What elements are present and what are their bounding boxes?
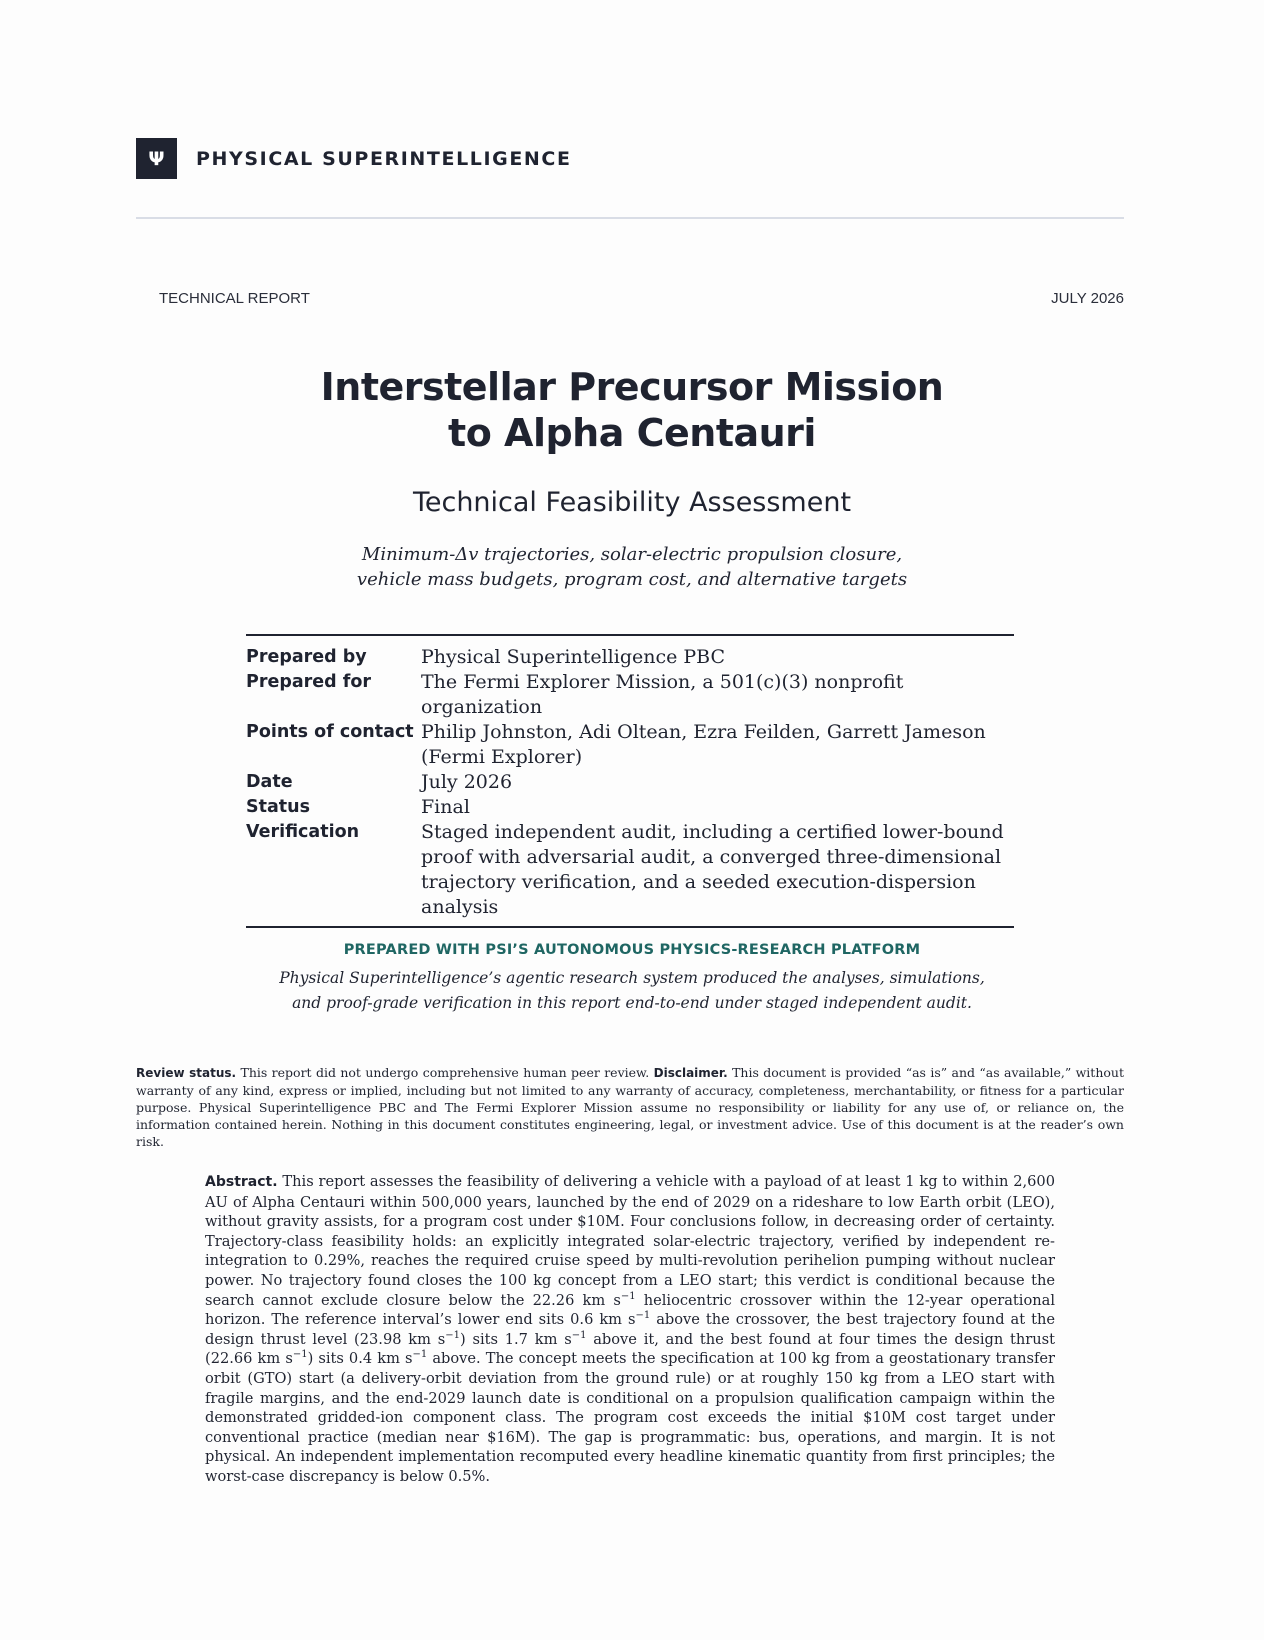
info-key: Prepared for [246, 672, 372, 692]
brand-header [136, 138, 572, 179]
info-key: Date [246, 772, 293, 792]
abstract-text-2: heliocentric crossover within the 12-year operational horizon. The reference interval’s lower end sits 0.6 km s [205, 1291, 1056, 1329]
info-row-verification [246, 820, 1014, 920]
disclaimer-label: Disclaimer. [653, 1066, 728, 1080]
abstract-label: Abstract. [205, 1174, 278, 1190]
title-line-2: to Alpha Centauri [448, 411, 816, 455]
abstract-text-6: ) sits 0.4 km s [307, 1350, 413, 1368]
platform-line-1: Physical Superintelligence’s agentic research system produced the analyses, simulations, [279, 969, 985, 987]
header-divider [136, 217, 1124, 219]
info-value: The Fermi Explorer Mission, a 501(c)(3) nonprofit organization [421, 671, 904, 718]
page-subtitle: Technical Feasibility Assessment [412, 487, 852, 518]
info-value: Staged independent audit, including a certified lower-bound proof with adversarial audit, a converged three-dimensional trajectory verification, and a seeded execution-dispersion analysis [421, 821, 1004, 918]
unit-exponent: −1 [571, 1329, 587, 1341]
abstract-text-4: ) sits 1.7 km s [460, 1330, 572, 1348]
report-date-label: JULY 2026 [1051, 290, 1124, 307]
psi-logo-icon: Ψ [136, 138, 177, 179]
info-row-date [246, 770, 1014, 795]
tagline-line-2: vehicle mass budgets, program cost, and alternative targets [356, 569, 908, 590]
tagline-line-1: Minimum-Δv trajectories, solar-electric propulsion closure, [361, 544, 903, 565]
platform-line-2: and proof-grade verification in this report end-to-end under staged independent audit. [292, 994, 972, 1012]
info-value: Final [421, 796, 470, 818]
info-key: Verification [246, 822, 360, 842]
page-title [0, 364, 1264, 456]
unit-exponent: −1 [445, 1329, 460, 1341]
unit-exponent: −1 [412, 1349, 428, 1361]
abstract-text-3: above the crossover, the best trajectory found at the design thrust level (23.98 km s [205, 1311, 1055, 1348]
info-row-points-of-contact [246, 720, 1014, 770]
report-info-table [246, 634, 1014, 928]
platform-heading: PREPARED WITH PSI’S AUTONOMOUS PHYSICS-RESEARCH PLATFORM [343, 942, 921, 958]
review-status-text: This report did not undergo comprehensive human peer review. [240, 1065, 650, 1080]
info-value: Physical Superintelligence PBC [421, 646, 726, 668]
platform-description [0, 966, 1264, 1016]
abstract [205, 1172, 1055, 1487]
info-key: Prepared by [246, 647, 367, 667]
info-value: Philip Johnston, Adi Oltean, Ezra Feilden, Garrett Jameson (Fermi Explorer) [421, 721, 986, 768]
tagline [0, 542, 1264, 592]
abstract-text-5: above it, and the best found at four times the design thrust (22.66 km s [205, 1330, 1056, 1368]
disclaimer-text: This document is provided “as is” and “as available,” without warranty of any kind, express or implied, including but not limited to any warranty of accuracy, completeness, merchantability, or fitness for a particular purpose. Physical Superintelligence PBC and The Fermi Explorer Mission assume no responsibility or liability for any use of, or reliance on, the information contained herein. Nothing in this document constitutes engineering, legal, or investment advice. Use of this document is at the reader’s own risk. [136, 1065, 1124, 1149]
review-status-label: Review status. [136, 1066, 237, 1080]
abstract-text-1: This report assesses the feasibility of delivering a vehicle with a payload of at least 1 kg to within 2,600 AU of Alpha Centauri within 500,000 years, launched by the end of 2029 on a rideshare to low Earth orbit (LEO), without gravity assists, for a program cost under $10M. Four conclusions follow, in decreasing order of certainty. Trajectory-class feasibility holds: an explicitly integrated solar-electric trajectory, verified by independent re-integration to 0.29%, reaches the required cruise speed by multi-revolution perihelion pumping without nuclear power. No trajectory found closes the 100 kg concept from a LEO start; this verdict is conditional because the search cannot exclude closure below the 22.26 km s [205, 1173, 1056, 1309]
report-type-label: TECHNICAL REPORT [159, 290, 310, 307]
brand-name: PHYSICAL SUPERINTELLIGENCE [196, 147, 572, 170]
info-key: Points of contact [246, 722, 414, 742]
unit-exponent: −1 [620, 1290, 636, 1302]
abstract-text-7: above. The concept meets the specification at 100 kg from a geostationary transfer orbit (GTO) start (a delivery-orbit deviation from the ground rule) or at roughly 150 kg from a LEO start with fragile margins, and the end-2029 launch date is conditional on a propulsion qualification campaign within the demonstrated gridded-ion component class. The program cost exceeds the initial $10M cost target under conventional practice (median near $16M). The gap is programmatic: bus, operations, and margin. It is not physical. An independent implementation recomputed every headline kinematic quantity from first principles; the worst-case discrepancy is below 0.5%. [205, 1350, 1056, 1485]
review-disclaimer-block [136, 1064, 1124, 1150]
info-row-prepared-for [246, 670, 1014, 720]
info-key: Status [246, 797, 311, 817]
info-row-status [246, 795, 1014, 820]
info-value: July 2026 [421, 771, 513, 793]
unit-exponent: −1 [292, 1349, 308, 1361]
title-line-1: Interstellar Precursor Mission [320, 365, 944, 409]
info-row-prepared-by [246, 645, 1014, 670]
unit-exponent: −1 [635, 1310, 651, 1322]
